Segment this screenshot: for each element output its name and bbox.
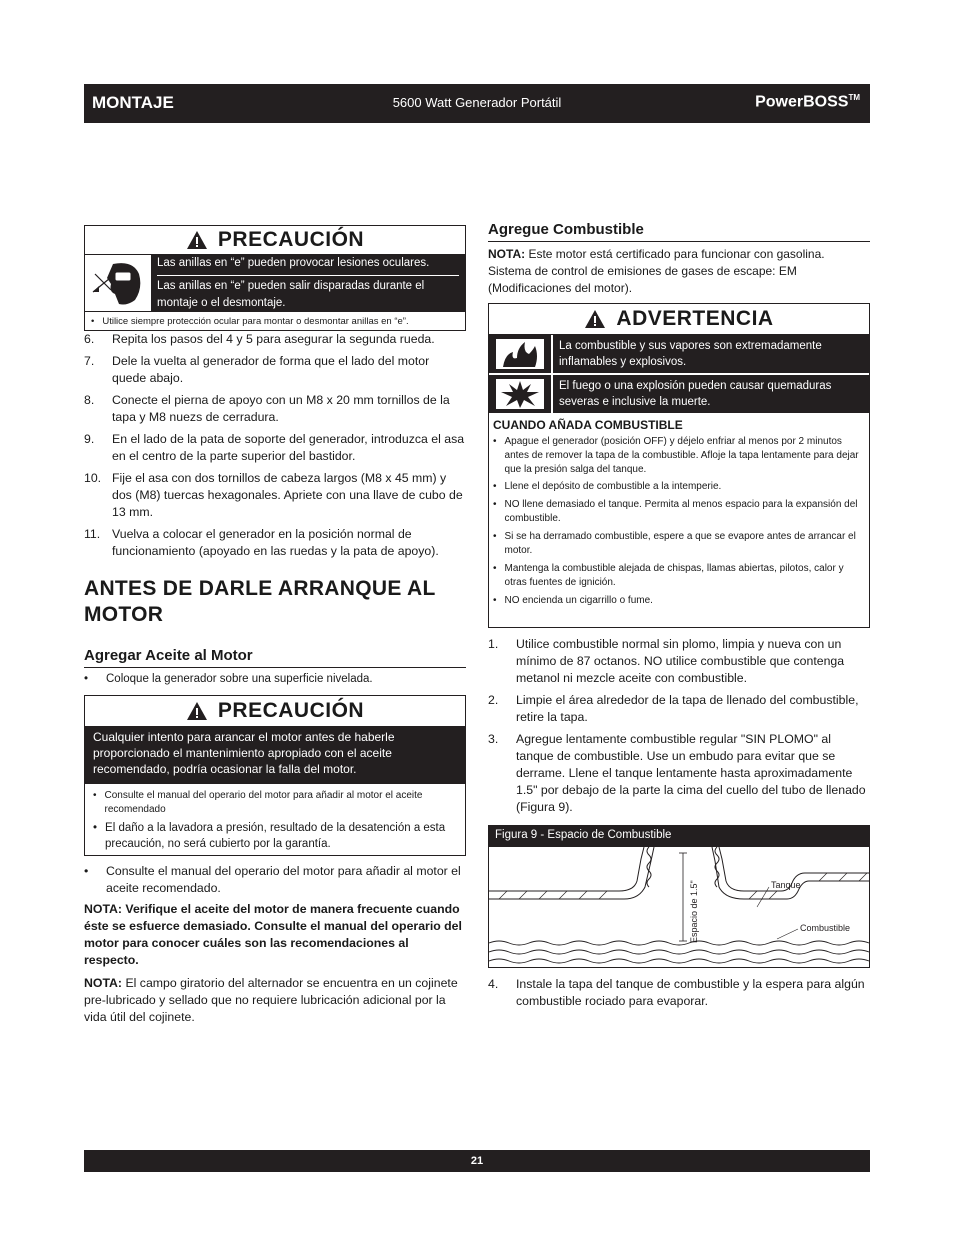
caution-bullet: • Utilice siempre protección ocular para montar o desmontar anillas en “e”. [85,311,465,332]
step-item: 2. Limpie el área alrededor de la tapa de llenado del combustible, retire la tapa. [488,693,859,724]
subheading-oil: Agregar Aceite al Motor [84,647,466,668]
note-alternator: NOTA: El campo giratorio del alternador se encuentra en un cojinete pre-lubricado y sellado que no requiere lubricación adicional por la vida útil del cojinete. [84,976,458,1024]
label-tank: Tanque [771,880,801,890]
caution-title: PRECAUCIÓN [85,696,465,726]
step-item: 9. En el lado de la pata de soporte del generador, introduzca el asa en el centro de la parte superior del bastidor. [84,432,465,463]
section-title: MONTAJE [92,93,174,112]
section-heading: ANTES DE DARLE ARRANQUE AL MOTOR [84,577,436,626]
bullet-level: • Coloque la generador sobre una superficie nivelada. [84,673,373,685]
page-number: 21 [84,1150,870,1172]
warning-row-2: El fuego o una explosión pueden causar quemaduras severas e inclusive la muerte. [553,375,869,413]
warning-row-1: La combustible y sus vapores son extremadamente inflamables y explosivos. [553,335,869,373]
caution-line-2: Las anillas en “e” pueden salir disparadas durante el montaje o el desmontaje. [157,275,459,312]
header-bar [84,84,870,123]
eye-protection-icon [85,254,151,311]
step-item: 10. Fije el asa con dos tornillos de cabeza largos (M8 x 45 mm) y dos (M8) tuercas hexagonales. Apriete con una llave de cubo de 13 mm. [84,471,463,519]
warning-bullet: • NO encienda un cigarrillo o fume. [493,595,653,606]
warning-title: ADVERTENCIA [489,304,869,334]
caution-box-oil [84,695,466,856]
warning-triangle-icon [186,701,208,721]
fuel-tank-diagram [489,847,869,968]
fuel-step-4 [488,976,870,1015]
caution-bullet: • Consulte el manual del operario del motor para añadir al motor el aceite recomendado [93,790,423,815]
caution-line-1: Las anillas en “e” pueden provocar lesiones oculares. [157,257,430,269]
warning-subtitle: CUANDO AÑADA COMBUSTIBLE [493,418,683,432]
caution-box-eye [84,225,466,331]
fire-icon [489,335,553,373]
figure-caption: Figura 9 - Espacio de Combustible [489,826,869,847]
step-item: 8. Conecte el pierna de apoyo con un M8 x 20 mm tornillos de la tapa y M8 nuezs de cerradura. [84,393,450,424]
warning-box-fuel [488,303,870,628]
step-item: 1. Utilice combustible normal sin plomo, limpia y nueva con un mínimo de 87 octanos. NO utilice combustible que contenga metanol ni mezcle aceite con combustible. [488,637,845,685]
document-title: 5600 Watt Generador Portátil [392,95,562,110]
label-fuel: Combustible [800,923,851,933]
warning-bullet: • Mantenga la combustible alejada de chispas, llamas abiertas, pilotos, calor y otras fuentes de ignición. [493,563,844,588]
brand-logo: PowerBOSS™ [755,93,860,111]
caution-text: Cualquier intento para arancar el motor antes de haberle proporcionado el mantenimiento apropiado con el aceite recomendado, podría ocasionar la falla del motor. [85,726,465,784]
step-item: 6. Repita los pasos del 4 y 5 para asegurar la segunda rueda. [84,332,435,346]
warning-bullet: • NO llene demasiado el tanque. Permita al menos espacio para la expansión del combustible. [493,499,858,524]
warning-triangle-icon [186,230,208,250]
bullet-consult: • Consulte el manual del operario del motor para añadir al motor el aceite recomendado. [84,864,461,895]
fuel-steps [488,636,870,821]
assembly-steps [84,331,466,565]
figure-fuel-space [488,825,870,968]
step-item: 4. Instale la tapa del tanque de combustible y la espera para algún combustible rociado para evaporar. [488,977,865,1008]
caution-bullet: • El daño a la lavadora a presión, resultado de la desatención a esta precaución, no será cubierto por la garantía. [93,822,446,850]
label-fuel-space: Espacio de 1.5" [689,880,699,943]
caution-title: PRECAUCIÓN [85,226,465,254]
warning-bullet: • Apague el generador (posición OFF) y déjelo enfriar al menos por 2 minutos antes de remover la tapa de la combustible. Afloje la tapa lentamente para dejar que la presión salga del tanque. [493,436,859,475]
note-oil: NOTA: Verifique el aceite del motor de manera frecuente cuando éste se esfuerce demasiado. Consulte el manual del operario del motor para conocer cuáles son las recomendaciones al respecto. [84,902,462,967]
step-item: 3. Agregue lentamente combustible regular "SIN PLOMO" al tanque de combustible. Use un embudo para evitar que se derrame. Llene el tanque lentamente hasta aproximadamente 1.5" por debajo de la parte la cima del cuello del tubo de llenado (Figura 9). [488,732,866,814]
warning-bullet: • Llene el depósito de combustible a la intemperie. [493,481,722,492]
step-item: 7. Dele la vuelta al generador de forma que el lado del motor quede abajo. [84,354,430,385]
warning-bullet: • Si se ha derramado combustible, espere a que se evapore antes de arrancar el motor. [493,531,856,556]
explosion-icon [489,375,553,413]
step-item: 11. Vuelva a colocar el generador en la posición normal de funcionamiento (apoyado en las ruedas y la pata de apoyo). [84,527,439,558]
subheading-fuel: Agregue Combustible [488,221,870,242]
warning-triangle-icon [584,309,606,329]
note-fuel: NOTA: Este motor está certificado para funcionar con gasolina. Sistema de control de emisiones de gases de escape: EM (Modificaciones del motor). [488,247,825,295]
